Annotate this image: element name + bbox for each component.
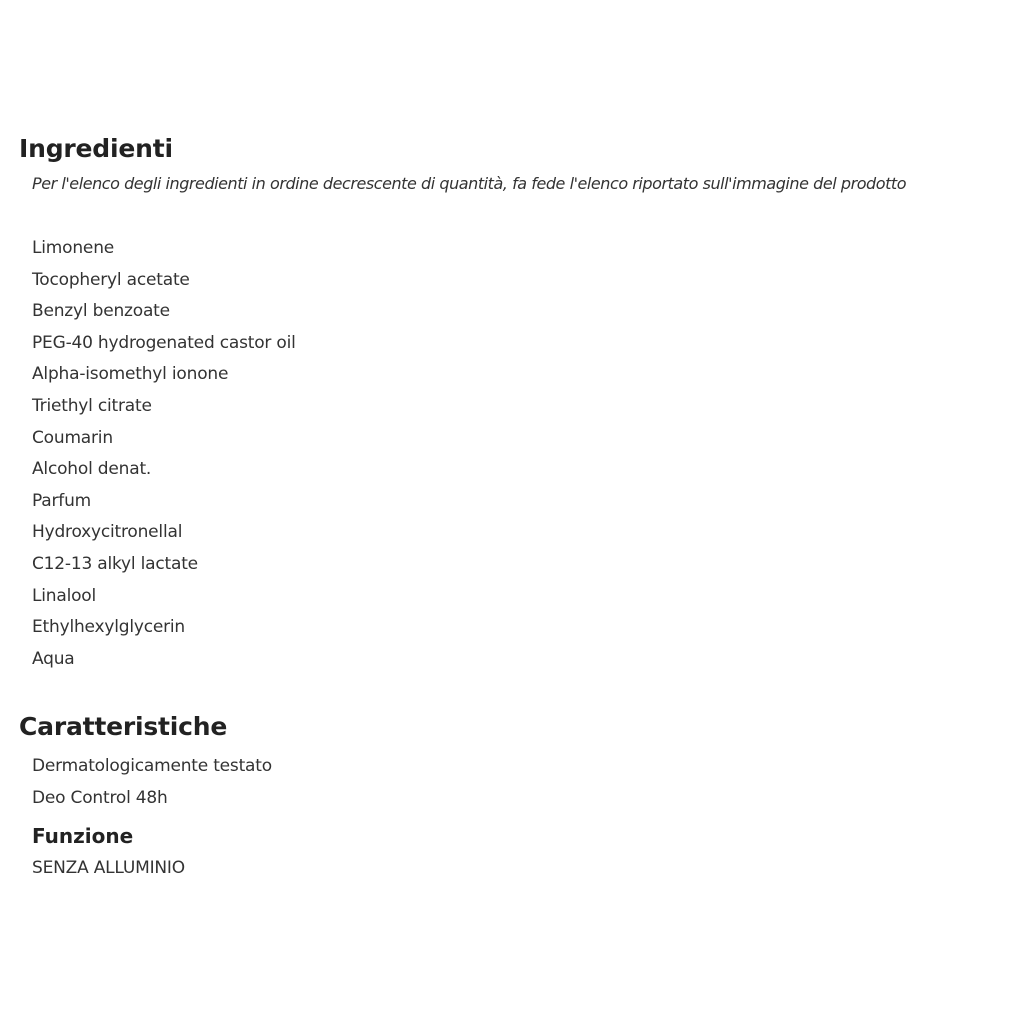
ingredients-heading: Ingredienti [19,134,173,163]
function-value: SENZA ALLUMINIO [32,857,185,878]
product-details [19,131,1019,881]
ingredient-item: Limonene [32,238,115,258]
function-heading: Funzione [32,823,134,848]
ingredient-item: PEG-40 hydrogenated castor oil [32,332,296,353]
features-heading: Caratteristiche [19,712,228,742]
ingredient-item: Linalool [32,585,97,606]
ingredient-item: Aqua [32,648,75,669]
ingredient-item: Parfum [32,490,92,511]
ingredient-item: Alcohol denat. [32,459,152,480]
ingredient-item: Benzyl benzoate [32,301,170,322]
ingredient-item: Triethyl citrate [32,395,152,416]
ingredient-item: Ethylhexylglycerin [32,617,186,638]
ingredient-item: Coumarin [32,427,113,448]
ingredient-item: Hydroxycitronellal [32,522,183,543]
feature-item: Deo Control 48h [32,787,168,808]
ingredient-item: C12-13 alkyl lactate [32,553,198,574]
feature-item: Dermatologicamente testato [32,756,272,777]
ingredients-note: Per l'elenco degli ingredienti in ordine decrescente di quantità, fa fede l'elenco riportato sull'immagine del prodotto [32,174,907,193]
ingredients-list [32,233,1019,675]
ingredient-item: Tocopheryl acetate [32,269,190,290]
ingredient-item: Alpha-isomethyl ionone [32,364,229,385]
features-list [32,751,1019,814]
